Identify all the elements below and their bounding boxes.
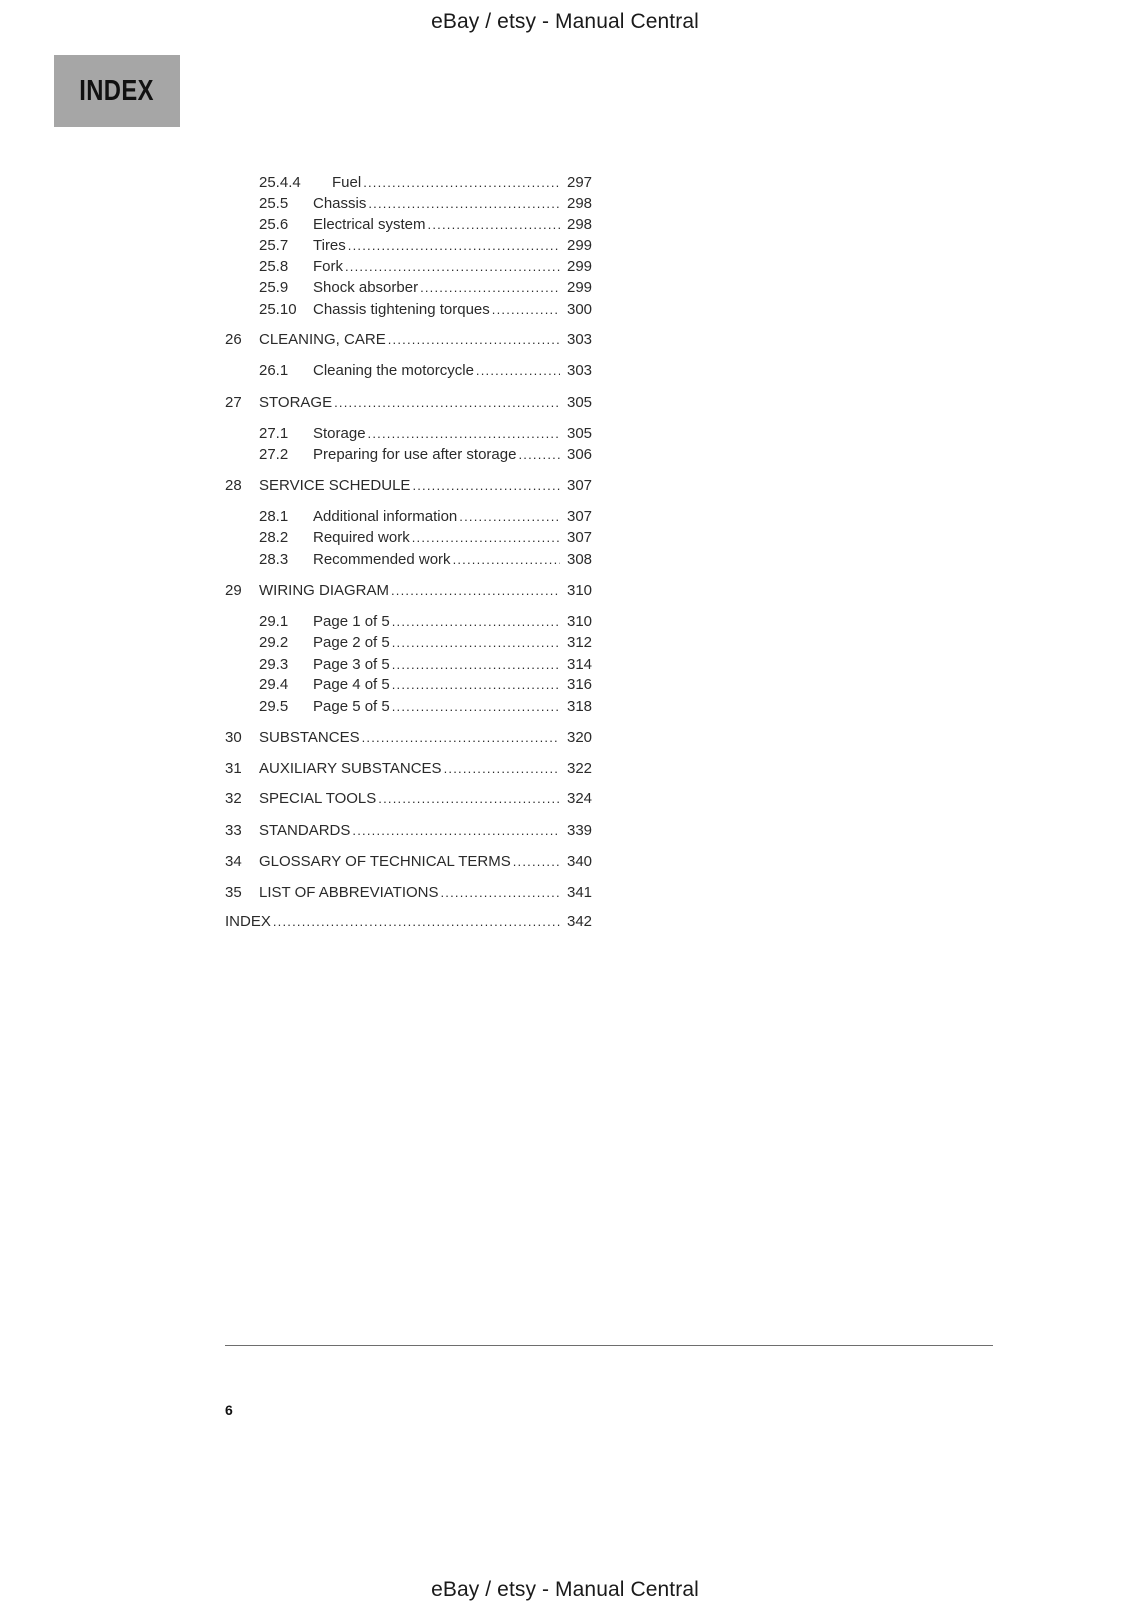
dot-leader [420,278,560,298]
dot-leader [392,633,560,653]
toc-entry-number: 31 [225,760,242,777]
toc-entry-page: 298 [567,216,593,233]
toc-entry-title: AUXILIARY SUBSTANCES [259,760,442,777]
toc-entry-page: 320 [567,729,593,746]
toc-entry-number: 28.1 [259,508,289,525]
toc-entry-title: Shock absorber [313,279,419,296]
dot-leader [273,912,560,932]
footer-watermark: eBay / etsy - Manual Central [431,1578,699,1601]
toc-entry-page: 318 [567,698,593,715]
toc-entry-title: Storage [313,425,366,442]
dot-leader [518,445,560,465]
toc-entry-page: 305 [567,394,593,411]
toc-entry-title: WIRING DIAGRAM [259,582,389,599]
toc-entry-page: 300 [567,301,593,318]
dot-leader [392,675,560,695]
dot-leader [363,173,560,193]
toc-entry-number: 34 [225,853,242,870]
toc-entry-number: 28.2 [259,529,289,546]
dot-leader [513,852,560,872]
toc-entry-number: 25.7 [259,237,289,254]
toc-entry-title: STORAGE [259,394,333,411]
toc-entry-page: 322 [567,760,593,777]
toc-entry[interactable] [0,581,620,601]
toc-entry[interactable] [0,215,620,235]
toc-entry[interactable] [0,528,620,548]
toc-entry[interactable] [0,821,620,841]
dot-leader [391,581,560,601]
toc-entry-page: 341 [567,884,593,901]
toc-entry-title: Required work [313,529,410,546]
toc-entry-title: SUBSTANCES [259,729,360,746]
toc-entry[interactable] [0,633,620,653]
toc-entry[interactable] [0,912,620,932]
toc-entry[interactable] [0,236,620,256]
toc-entry-page: 310 [567,582,593,599]
toc-entry[interactable] [0,424,620,444]
toc-entry-page: 303 [567,331,593,348]
toc-entry[interactable] [0,883,620,903]
toc-entry-title: Electrical system [313,216,426,233]
toc-entry-page: 324 [567,790,593,807]
header-watermark: eBay / etsy - Manual Central [431,10,699,33]
toc-entry-number: 25.10 [259,301,297,318]
toc-entry[interactable] [0,728,620,748]
dot-leader [459,507,560,527]
toc-entry-title: STANDARDS [259,822,351,839]
dot-leader [378,789,560,809]
toc-entry[interactable] [0,789,620,809]
toc-entry-number: 33 [225,822,242,839]
toc-entry-page: 308 [567,551,593,568]
toc-entry-number: 27 [225,394,242,411]
section-tab-label: INDEX [79,74,155,107]
toc-entry-number: 25.4.4 [259,174,301,191]
toc-entry-page: 299 [567,279,593,296]
toc-entry-title: Chassis [313,195,367,212]
toc-entry-title: LIST OF ABBREVIATIONS [259,884,439,901]
toc-entry-number: 28.3 [259,551,289,568]
dot-leader [334,393,560,413]
dot-leader [345,257,560,277]
toc-entry-page: 316 [567,676,593,693]
toc-entry-page: 303 [567,362,593,379]
toc-entry[interactable] [0,300,620,320]
toc-entry-title: Additional information [313,508,458,525]
toc-entry-title: Preparing for use after storage [313,446,517,463]
dot-leader [392,612,560,632]
toc-entry-number: 29.4 [259,676,289,693]
toc-entry-title: Page 4 of 5 [313,676,390,693]
toc-entry-title: Page 5 of 5 [313,698,390,715]
dot-leader [368,424,560,444]
toc-entry-page: 305 [567,425,593,442]
toc-entry-title: Page 3 of 5 [313,656,390,673]
toc-entry-page: 299 [567,258,593,275]
toc-entry-number: 25.5 [259,195,289,212]
toc-entry-page: 298 [567,195,593,212]
toc-entry-page: 340 [567,853,593,870]
toc-entry[interactable] [0,697,620,717]
toc-entry-number: 29.3 [259,656,289,673]
toc-entry-number: 27.1 [259,425,289,442]
dot-leader [476,361,560,381]
toc-entry-title: Fork [313,258,343,275]
toc-entry-title: Recommended work [313,551,451,568]
toc-entry-number: 26.1 [259,362,289,379]
toc-entry-page: 297 [567,174,593,191]
toc-entry[interactable] [0,550,620,570]
dot-leader [392,655,560,675]
footer-divider [225,1345,993,1346]
dot-leader [444,759,560,779]
toc-entry-page: 307 [567,508,593,525]
toc-entry-page: 299 [567,237,593,254]
toc-entry-number: 32 [225,790,242,807]
toc-entry-title: SERVICE SCHEDULE [259,477,411,494]
toc-entry-page: 342 [567,913,593,930]
toc-entry-page: 339 [567,822,593,839]
toc-entry[interactable] [0,507,620,527]
toc-entry[interactable] [0,330,620,350]
toc-entry-title: Fuel [332,174,362,191]
toc-entry-page: 307 [567,529,593,546]
dot-leader [368,194,560,214]
toc-entry-page: 310 [567,613,593,630]
toc-entry-title: INDEX [225,913,271,930]
toc-entry-page: 306 [567,446,593,463]
toc-entry-number: 29.5 [259,698,289,715]
toc-entry-page: 314 [567,656,593,673]
dot-leader [453,550,560,570]
toc-entry[interactable] [0,852,620,872]
toc-entry-title: Page 1 of 5 [313,613,390,630]
toc-entry-title: Tires [313,237,346,254]
toc-entry[interactable] [0,476,620,496]
toc-entry[interactable] [0,278,620,298]
toc-entry[interactable] [0,194,620,214]
toc-entry-number: 27.2 [259,446,289,463]
dot-leader [352,821,560,841]
dot-leader [441,883,561,903]
toc-entry-number: 28 [225,477,242,494]
toc-entry-number: 26 [225,331,242,348]
toc-entry-title: CLEANING, CARE [259,331,386,348]
toc-entry[interactable] [0,445,620,465]
dot-leader [388,330,560,350]
toc-entry-title: SPECIAL TOOLS [259,790,377,807]
dot-leader [412,476,560,496]
toc-entry-number: 29 [225,582,242,599]
toc-entry[interactable] [0,173,620,193]
toc-entry-page: 307 [567,477,593,494]
toc-entry[interactable] [0,759,620,779]
dot-leader [362,728,560,748]
toc-entry-title: Chassis tightening torques [313,301,490,318]
toc-entry[interactable] [0,612,620,632]
toc-entry-number: 29.1 [259,613,289,630]
toc-entry-number: 25.8 [259,258,289,275]
toc-entry[interactable] [0,675,620,695]
toc-entry-page: 312 [567,634,593,651]
toc-entry[interactable] [0,257,620,277]
toc-entry-title: Page 2 of 5 [313,634,390,651]
toc-entry-number: 35 [225,884,242,901]
dot-leader [412,528,560,548]
dot-leader [348,236,560,256]
page-number: 6 [225,1402,233,1418]
toc-entry[interactable] [0,393,620,413]
dot-leader [492,300,560,320]
toc-entry[interactable] [0,361,620,381]
toc-entry-title: Cleaning the motorcycle [313,362,474,379]
toc-entry-title: GLOSSARY OF TECHNICAL TERMS [259,853,511,870]
toc-entry-number: 30 [225,729,242,746]
toc-entry-number: 29.2 [259,634,289,651]
toc-entry-number: 25.9 [259,279,289,296]
toc-entry-number: 25.6 [259,216,289,233]
dot-leader [392,697,560,717]
toc-entry[interactable] [0,655,620,675]
dot-leader [428,215,560,235]
